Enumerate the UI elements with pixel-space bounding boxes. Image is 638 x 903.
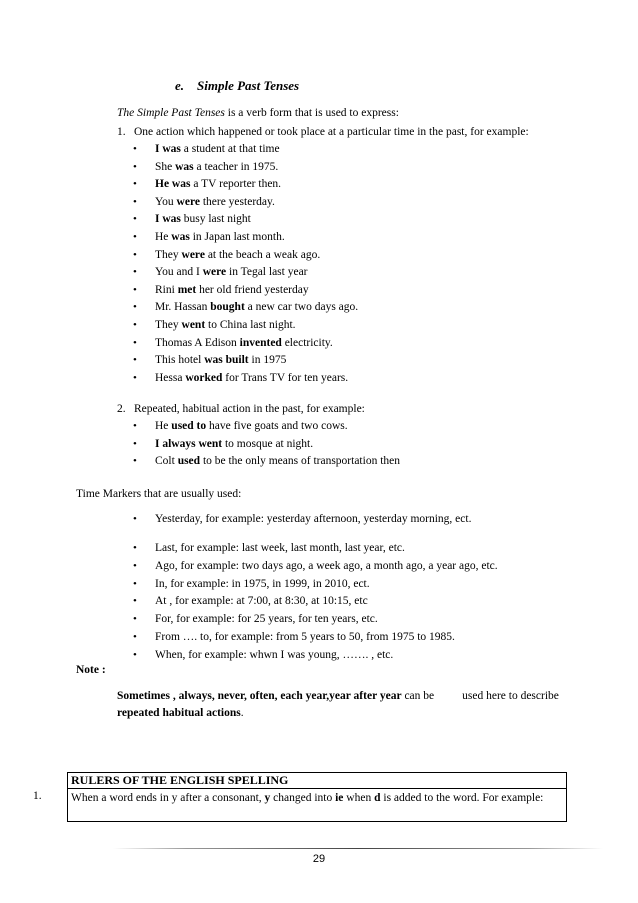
bullet-item [133,196,275,208]
text: in Tegal last year [226,266,308,279]
bullet-item [133,560,498,572]
bold-text: were [202,266,227,279]
bold-text: y [264,792,271,804]
text: busy last night [180,213,251,226]
bold-text: was [171,231,190,243]
text: for Trans TV for ten years. [222,371,349,384]
bullet-icon: • [133,631,137,643]
bullet-icon: • [133,160,137,173]
bullet-item [133,631,455,643]
bullet-item [133,301,358,313]
page-number: 29 [312,853,326,865]
text: You [155,195,177,208]
bold-text: were [176,195,200,208]
bullet-text: At , for example: at 7:00, at 8:30, at 10:15, etc [155,595,368,608]
footer-divider [113,848,603,849]
bold-text: were [181,248,205,261]
note-adverbs: Sometimes , always, never, often, each year,year after year [117,690,402,702]
section1-text: One action which happened or took place at a particular time in the past, for example: [134,126,529,138]
bullet-icon: • [133,178,137,191]
note-mid: can be [401,690,435,702]
bold-text: was [175,160,194,173]
note-label: Note : [76,664,106,676]
bullet-icon: • [133,195,137,208]
note-emphasis: repeated habitual actions [117,707,241,719]
bullet-icon: • [133,420,137,432]
bold-text: used to [171,420,207,432]
bullet-icon: • [133,283,137,296]
bullet-text: Ago, for example: two days ago, a week ago, a month ago, a year ago, etc. [155,559,498,572]
bullet-item [133,513,471,525]
section2-number: 2. [117,403,126,415]
bold-text: d [374,792,381,804]
text: a teacher in 1975. [193,160,279,173]
bullet-item [133,337,333,349]
text: He [155,231,172,243]
text: changed into [270,792,336,804]
section-title [175,78,299,94]
intro-line [117,107,399,119]
section1-heading [117,126,529,138]
bullet-text: In, for example: in 1975, in 1999, in 2010, ect. [155,577,370,590]
text: You and I [155,266,203,279]
bullet-item [133,542,405,554]
bold-text: I was [155,213,181,226]
bullet-item [133,420,348,432]
text: have five goats and two cows. [206,420,348,432]
text: Thomas A Edison [155,336,240,349]
text: a TV reporter then. [190,178,282,191]
bold-text: invented [239,336,282,349]
bullet-icon: • [133,648,137,661]
intro-term: The Simple Past Tenses [117,107,225,119]
bullet-icon: • [133,559,137,572]
bullet-icon: • [133,143,137,155]
text: there yesterday. [199,195,275,208]
text: in Japan last month. [189,231,285,243]
note-end: . [240,707,244,719]
text: She [155,160,176,173]
bullet-item [133,372,348,384]
spelling-rules-heading: RULERS OF THE ENGLISH SPELLING [68,773,566,789]
bullet-icon: • [133,336,137,349]
text: He [155,420,172,432]
bullet-item [133,613,378,625]
text: Rini [155,283,178,296]
text: when [343,792,375,804]
bullet-text: Yesterday, for example: yesterday afternoon, yesterday morning, ect. [155,513,472,525]
section-letter: e. [175,78,185,93]
bullet-item [133,578,370,590]
text: a new car two days ago. [244,301,359,314]
spelling-rules-table [67,772,567,822]
text: When a word ends in y after a consonant, [71,792,265,804]
bold-text: went [181,319,206,331]
bold-text: used [177,455,201,467]
bullet-icon: • [133,213,137,226]
section1-number: 1. [117,126,126,138]
text: Colt [155,455,178,467]
text: to China last night. [205,319,296,331]
bullet-icon: • [133,513,137,525]
bold-text: was built [204,354,249,367]
bold-text: worked [185,371,223,384]
bullet-item [133,595,368,607]
text: at the beach a weak ago. [204,248,321,261]
text: They [155,319,182,331]
text: electricity. [281,336,333,349]
bullet-icon: • [133,595,137,608]
bullet-item [133,161,278,173]
bullet-item [133,143,280,155]
bold-text: ie [335,792,344,804]
bold-text: I was [155,143,181,155]
bullet-icon: • [133,319,137,331]
bullet-icon: • [133,354,137,367]
bullet-text: From …. to, for example: from 5 years to 50, from 1975 to 1985. [155,631,455,643]
bullet-icon: • [133,231,137,243]
bullet-icon: • [133,437,137,450]
bullet-icon: • [133,248,137,261]
bold-text: bought [210,301,245,314]
note-rest: used here to describe [462,690,559,702]
bullet-item [133,213,251,225]
bullet-item [133,231,285,243]
bullet-icon: • [133,455,137,467]
text: Hessa [155,371,186,384]
bullet-item [133,649,393,661]
bullet-icon: • [133,371,137,384]
bullet-item [133,354,286,366]
section2-heading [117,403,365,415]
intro-rest: is a verb form that is used to express: [224,107,399,119]
bullet-item [133,319,296,331]
bullet-text: For, for example: for 25 years, for ten years, etc. [155,613,378,626]
bullet-icon: • [133,577,137,590]
text: This hotel [155,354,205,367]
bullet-text: When, for example: whwn I was young, ……. , etc. [155,648,394,661]
text: in 1975 [248,354,287,367]
bullet-item [133,178,281,190]
text: is added to the word. For example: [380,792,544,804]
spelling-rule-1 [71,790,563,806]
bullet-text: Last, for example: last week, last month, last year, etc. [155,542,405,554]
bullet-item [133,266,308,278]
bullet-icon: • [133,542,137,554]
bullet-item [133,455,400,467]
bullet-item [133,438,313,450]
text: to mosque at night. [222,437,314,450]
text: a student at that time [180,143,280,155]
note-text [117,688,572,722]
text: They [155,248,182,261]
section2-text: Repeated, habitual action in the past, for example: [134,403,365,415]
bold-text: He was [155,178,191,191]
section-title-text: Simple Past Tenses [197,78,300,93]
bullet-icon: • [133,266,137,279]
text: her old friend yesterday [196,283,309,296]
bold-text: I always went [155,437,223,450]
bullet-item [133,284,309,296]
bullet-item [133,249,320,261]
rules-number: 1. [33,790,42,802]
text: to be the only means of transportation then [200,455,400,467]
bullet-icon: • [133,613,137,626]
bold-text: met [177,283,197,296]
text: Mr. Hassan [155,301,211,314]
bullet-icon: • [133,301,137,314]
time-markers-label: Time Markers that are usually used: [76,488,242,500]
